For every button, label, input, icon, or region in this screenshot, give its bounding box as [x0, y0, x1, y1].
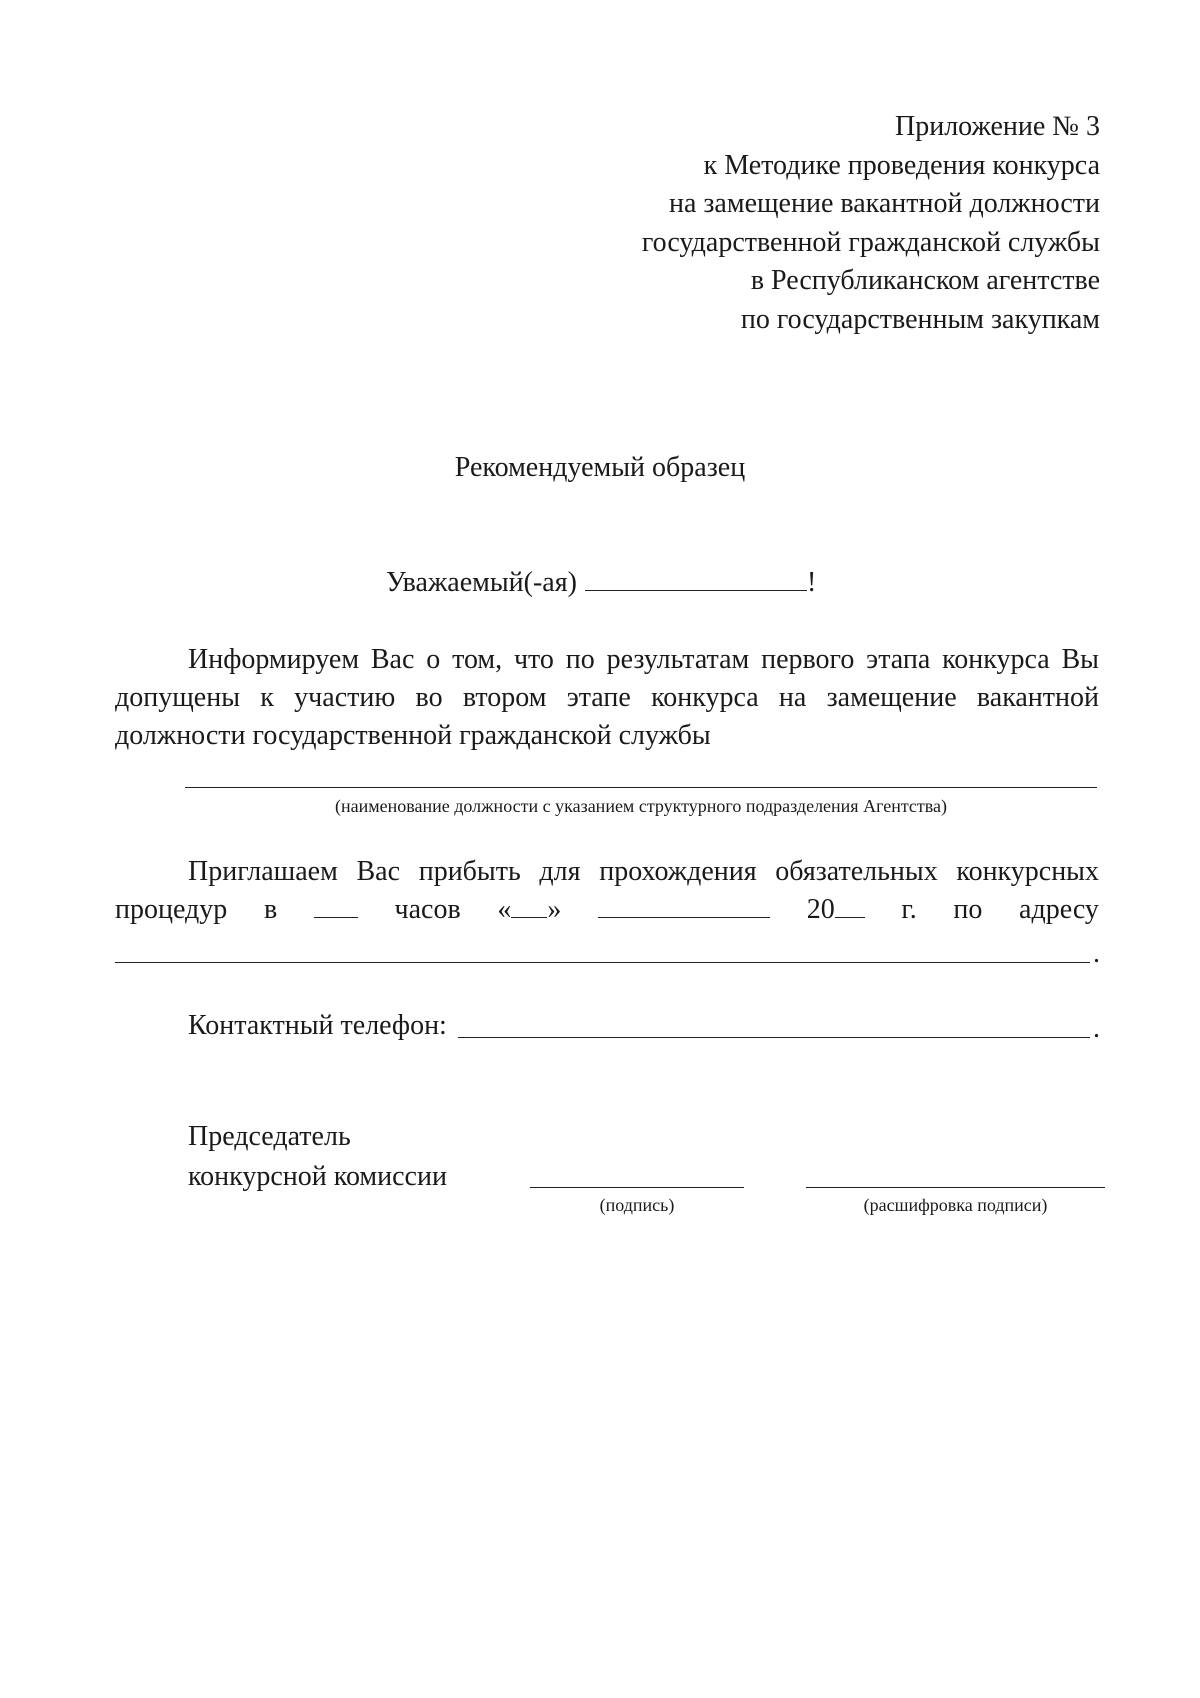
paragraph-invitation [115, 853, 1099, 929]
signature-rule [530, 1187, 744, 1188]
sample-title: Рекомендуемый образец [454, 452, 746, 483]
decoding-caption: (расшифровка подписи) [863, 1195, 1048, 1215]
word: в [263, 894, 278, 925]
signer-block [188, 1117, 447, 1197]
paragraph-line: допущены к участию во втором этапе конкурса на замещение вакантной [115, 682, 1099, 713]
phone-rule [458, 1037, 1090, 1038]
month-blank [598, 895, 770, 918]
position-rule [185, 787, 1097, 788]
position-caption: (наименование должности с указанием структурного подразделения Агентства) [334, 796, 948, 816]
greeting-exclamation: ! [806, 567, 817, 598]
paragraph-line: Информируем Вас о том, что по результатам первого этапа конкурса Вы [188, 644, 1099, 675]
paragraph-admission [115, 641, 1099, 755]
phone-end-dot: . [1093, 1013, 1100, 1044]
contact-phone [188, 1008, 447, 1044]
signature-caption: (подпись) [599, 1195, 675, 1215]
greeting [386, 564, 816, 601]
day-field: « » [497, 894, 562, 925]
word: часов [394, 894, 461, 925]
header-line: к Методике проведения конкурса [703, 149, 1100, 181]
day-blank [511, 895, 547, 918]
phone-label: Контактный телефон: [188, 1010, 447, 1041]
address-end-dot: . [1093, 938, 1100, 969]
signer-title: Председатель [188, 1121, 351, 1152]
header-line: по государственным закупкам [740, 303, 1100, 335]
paragraph-date-line [115, 891, 1099, 929]
name-blank [585, 564, 807, 591]
header-line: в Республиканском агентстве [750, 265, 1100, 296]
paragraph-line: должности государственной гражданской службы [115, 720, 711, 751]
paragraph-line: Приглашаем Вас прибыть для прохождения обязательных конкурсных [188, 856, 1099, 887]
signer-title: конкурсной комиссии [188, 1161, 447, 1192]
year-field: 20 [807, 891, 865, 929]
hours-blank [314, 895, 358, 918]
word: адресу [1019, 894, 1099, 925]
header-line: Приложение № 3 [895, 111, 1100, 142]
decoding-rule [806, 1187, 1105, 1188]
header-line: на замещение вакантной должности [668, 188, 1100, 219]
word: г. [901, 894, 917, 925]
address-rule [115, 962, 1090, 963]
greeting-text: Уважаемый(-ая) [386, 567, 577, 598]
word: по [953, 894, 983, 925]
header-line: государственной гражданской службы [641, 226, 1100, 258]
year-blank [835, 895, 865, 918]
word: процедур [115, 894, 228, 925]
appendix-header [500, 108, 1100, 339]
